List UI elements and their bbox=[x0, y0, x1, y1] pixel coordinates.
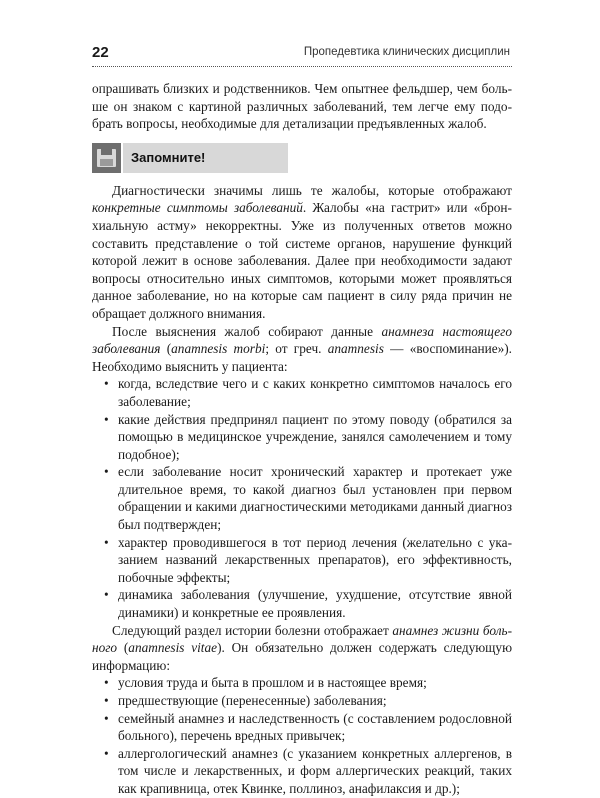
page-number: 22 bbox=[92, 44, 109, 61]
page-body bbox=[92, 80, 512, 798]
paragraph-anamnesis-morbi: После выяснения жалоб собирают данные анамнеза настоящего заболевания (anamnesis morbi; от греч. anamnesis — «воспоминание»). Необходимо выяснить у пациента: bbox=[92, 323, 512, 374]
list-item: • семейный анамнез и наследственность (с составлением родословной больного), перечень вредных привычек; bbox=[92, 710, 512, 745]
remember-callout bbox=[92, 143, 512, 173]
list-item: • какие действия предпринял пациент по этому поводу (обратился за помощью в медицинское учреждение, занялся самолечением и тому подобное); bbox=[92, 411, 512, 464]
list-anamnesis-morbi bbox=[92, 375, 512, 621]
list-item: • если заболевание носит хронический характер и протекает уже длительное время, то какой диагноз был установлен при первом обращении и какими диагностическими методиками данный диагноз был подтвержден; bbox=[92, 463, 512, 533]
emphasis: анамнез жизни больного bbox=[92, 622, 512, 656]
paragraph-complaints: Диагностически значимы лишь те жалобы, которые отображают конкретные симптомы заболеваний. Жалобы «на гастрит» или «бронхиальную астму» некорректны. Уже из полученных ответов можно составить представление о той системе органов, нарушение функций которой лежит в основе заболевания. Далее при необходимости задают вопросы относительно иных симптомов, которыми может проявляться данное заболевание, но на которые сам пациент в силу ряда причин не обращает должного внимания. bbox=[92, 182, 512, 321]
page-header bbox=[92, 44, 510, 66]
list-anamnesis-vitae bbox=[92, 674, 512, 797]
emphasis: anamnesis bbox=[327, 341, 384, 357]
emphasis: конкретные симптомы заболеваний bbox=[92, 200, 303, 216]
emphasis: анамнеза настоящего заболевания bbox=[92, 323, 512, 357]
callout-title: Запомните! bbox=[131, 149, 206, 165]
list-item: • предшествующие (перенесенные) заболевания; bbox=[92, 692, 512, 710]
list-item: • когда, вследствие чего и с каких конкретно симптомов началось его заболевание; bbox=[92, 375, 512, 410]
running-title: Пропедевтика клинических дисциплин bbox=[303, 46, 510, 58]
paragraph-anamnesis-vitae: Следующий раздел истории болезни отображает анамнез жизни больного (anamnesis vitae). Он обязательно должен содержать следующую информацию: bbox=[92, 622, 512, 673]
header-divider bbox=[92, 66, 512, 67]
floppy-disk-icon bbox=[92, 143, 121, 173]
list-item: • условия труда и быта в прошлом и в настоящее время; bbox=[92, 674, 512, 692]
callout-bar bbox=[123, 143, 288, 173]
paragraph-continuation: опрашивать близких и родственников. Чем опытнее фельдшер, чем больше он знаком с картиной различных заболеваний, тем легче ему подобрать вопросы, необходимые для детализации предъявленных жалоб. bbox=[92, 81, 512, 132]
list-item: • динамика заболевания (улучшение, ухудшение, отсутствие явной динамики) и конкретные ее проявления. bbox=[92, 586, 512, 621]
emphasis: anamnesis vitae bbox=[128, 640, 218, 656]
list-item: • аллергологический анамнез (с указанием конкретных аллергенов, в том числе и лекарственных, и форм аллергических реакций, таких как крапивница, отек Квинке, поллиноз, анафилаксия и др.); bbox=[92, 745, 512, 798]
list-item: • характер проводившегося в тот период лечения (желательно с указанием названий лекарственных препаратов), его эффективность, побочные эффекты; bbox=[92, 534, 512, 587]
emphasis: anamnesis morbi bbox=[171, 341, 266, 357]
